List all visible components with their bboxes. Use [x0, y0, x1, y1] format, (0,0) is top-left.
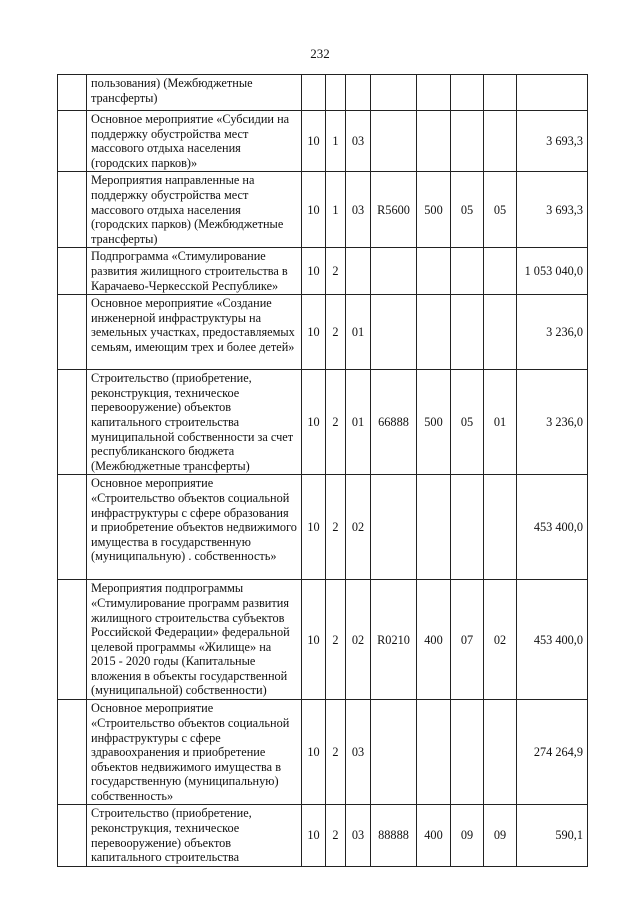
subsection-code: 09	[484, 805, 517, 866]
page-number: 232	[310, 46, 330, 61]
direction-code: 66888	[371, 370, 417, 475]
index-cell	[58, 172, 87, 248]
direction-code	[371, 475, 417, 580]
subsection-code	[484, 295, 517, 370]
expense-type	[417, 475, 451, 580]
subsection-code: 01	[484, 370, 517, 475]
section-code	[451, 248, 484, 295]
activity-code: 02	[346, 475, 371, 580]
direction-code: R0210	[371, 580, 417, 700]
expense-type	[417, 248, 451, 295]
subprogram-code: 2	[326, 370, 346, 475]
program-code: 10	[302, 248, 326, 295]
expense-type	[417, 75, 451, 111]
subsection-code	[484, 475, 517, 580]
program-code: 10	[302, 580, 326, 700]
section-code: 05	[451, 172, 484, 248]
direction-code	[371, 75, 417, 111]
subsection-code	[484, 111, 517, 172]
index-cell	[58, 248, 87, 295]
subprogram-code: 2	[326, 295, 346, 370]
table-row	[58, 295, 588, 370]
row-name: пользования) (Межбюджетные трансферты)	[87, 75, 302, 111]
row-name: Основное мероприятие «Строительство объектов социальной инфраструктуры с сфере образования и приобретение объектов недвижимого имущества в государственную (муниципальную) . собственность»	[87, 475, 302, 580]
direction-code	[371, 295, 417, 370]
activity-code: 03	[346, 805, 371, 866]
expense-type: 500	[417, 370, 451, 475]
amount: 3 693,3	[517, 172, 588, 248]
section-code	[451, 700, 484, 805]
table-row	[58, 248, 588, 295]
index-cell	[58, 700, 87, 805]
activity-code	[346, 75, 371, 111]
direction-code: R5600	[371, 172, 417, 248]
program-code: 10	[302, 700, 326, 805]
amount	[517, 75, 588, 111]
program-code: 10	[302, 295, 326, 370]
amount: 3 693,3	[517, 111, 588, 172]
program-code: 10	[302, 172, 326, 248]
activity-code: 01	[346, 295, 371, 370]
table-row	[58, 111, 588, 172]
row-name: Строительство (приобретение, реконструкция, техническое перевооружение) объектов капитального строительства	[87, 805, 302, 866]
program-code: 10	[302, 805, 326, 866]
subprogram-code: 2	[326, 700, 346, 805]
activity-code: 03	[346, 111, 371, 172]
amount: 3 236,0	[517, 370, 588, 475]
program-code	[302, 75, 326, 111]
direction-code	[371, 700, 417, 805]
direction-code: 88888	[371, 805, 417, 866]
activity-code: 03	[346, 700, 371, 805]
table-row	[58, 580, 588, 700]
activity-code: 02	[346, 580, 371, 700]
amount: 453 400,0	[517, 475, 588, 580]
budget-table	[57, 74, 588, 867]
expense-type: 500	[417, 172, 451, 248]
amount: 590,1	[517, 805, 588, 866]
section-code	[451, 111, 484, 172]
row-name: Основное мероприятие «Строительство объектов социальной инфраструктуры с сфере здравоохранения и приобретение объектов недвижимого имущества в государственную (муниципальную) собственность»	[87, 700, 302, 805]
row-name: Основное мероприятие «Субсидии на поддержку обустройства мест массового отдыха населения (городских парков)»	[87, 111, 302, 172]
expense-type	[417, 700, 451, 805]
expense-type: 400	[417, 580, 451, 700]
row-name: Мероприятия направленные на поддержку обустройства мест массового отдыха населения (городских парков) (Межбюджетные трансферты)	[87, 172, 302, 248]
row-name: Основное мероприятие «Создание инженерной инфраструктуры на земельных участках, предоставляемых семьям, имеющим трех и более детей»	[87, 295, 302, 370]
index-cell	[58, 805, 87, 866]
index-cell	[58, 370, 87, 475]
section-code	[451, 75, 484, 111]
section-code: 09	[451, 805, 484, 866]
subprogram-code: 2	[326, 805, 346, 866]
expense-type	[417, 295, 451, 370]
direction-code	[371, 111, 417, 172]
program-code: 10	[302, 111, 326, 172]
subsection-code: 05	[484, 172, 517, 248]
subprogram-code: 2	[326, 475, 346, 580]
expense-type	[417, 111, 451, 172]
index-cell	[58, 295, 87, 370]
index-cell	[58, 111, 87, 172]
subprogram-code	[326, 75, 346, 111]
subprogram-code: 1	[326, 172, 346, 248]
section-code: 07	[451, 580, 484, 700]
index-cell	[58, 580, 87, 700]
amount: 3 236,0	[517, 295, 588, 370]
subsection-code	[484, 248, 517, 295]
subprogram-code: 2	[326, 580, 346, 700]
row-name: Мероприятия подпрограммы «Стимулирование программ развития жилищного строительства субъектов Российской Федерации» федеральной целевой программы «Жилище» на 2015 - 2020 годы (Капитальные вложения в объекты государственной (муниципальной) собственности)	[87, 580, 302, 700]
row-name: Строительство (приобретение, реконструкция, техническое перевооружение) объектов капитального строительства муниципальной собственности за счет республиканского бюджета (Межбюджетные трансферты)	[87, 370, 302, 475]
activity-code: 01	[346, 370, 371, 475]
program-code: 10	[302, 370, 326, 475]
subprogram-code: 2	[326, 248, 346, 295]
table-row	[58, 172, 588, 248]
section-code	[451, 475, 484, 580]
index-cell	[58, 475, 87, 580]
subsection-code	[484, 75, 517, 111]
index-cell	[58, 75, 87, 111]
amount: 274 264,9	[517, 700, 588, 805]
row-name: Подпрограмма «Стимулирование развития жилищного строительства в Карачаево-Черкесской Республике»	[87, 248, 302, 295]
section-code: 05	[451, 370, 484, 475]
table-row	[58, 700, 588, 805]
expense-type: 400	[417, 805, 451, 866]
table-row	[58, 370, 588, 475]
amount: 453 400,0	[517, 580, 588, 700]
subprogram-code: 1	[326, 111, 346, 172]
section-code	[451, 295, 484, 370]
table-row	[58, 475, 588, 580]
subsection-code: 02	[484, 580, 517, 700]
amount: 1 053 040,0	[517, 248, 588, 295]
subsection-code	[484, 700, 517, 805]
table-row	[58, 75, 588, 111]
direction-code	[371, 248, 417, 295]
program-code: 10	[302, 475, 326, 580]
table-row	[58, 805, 588, 866]
activity-code: 03	[346, 172, 371, 248]
activity-code	[346, 248, 371, 295]
